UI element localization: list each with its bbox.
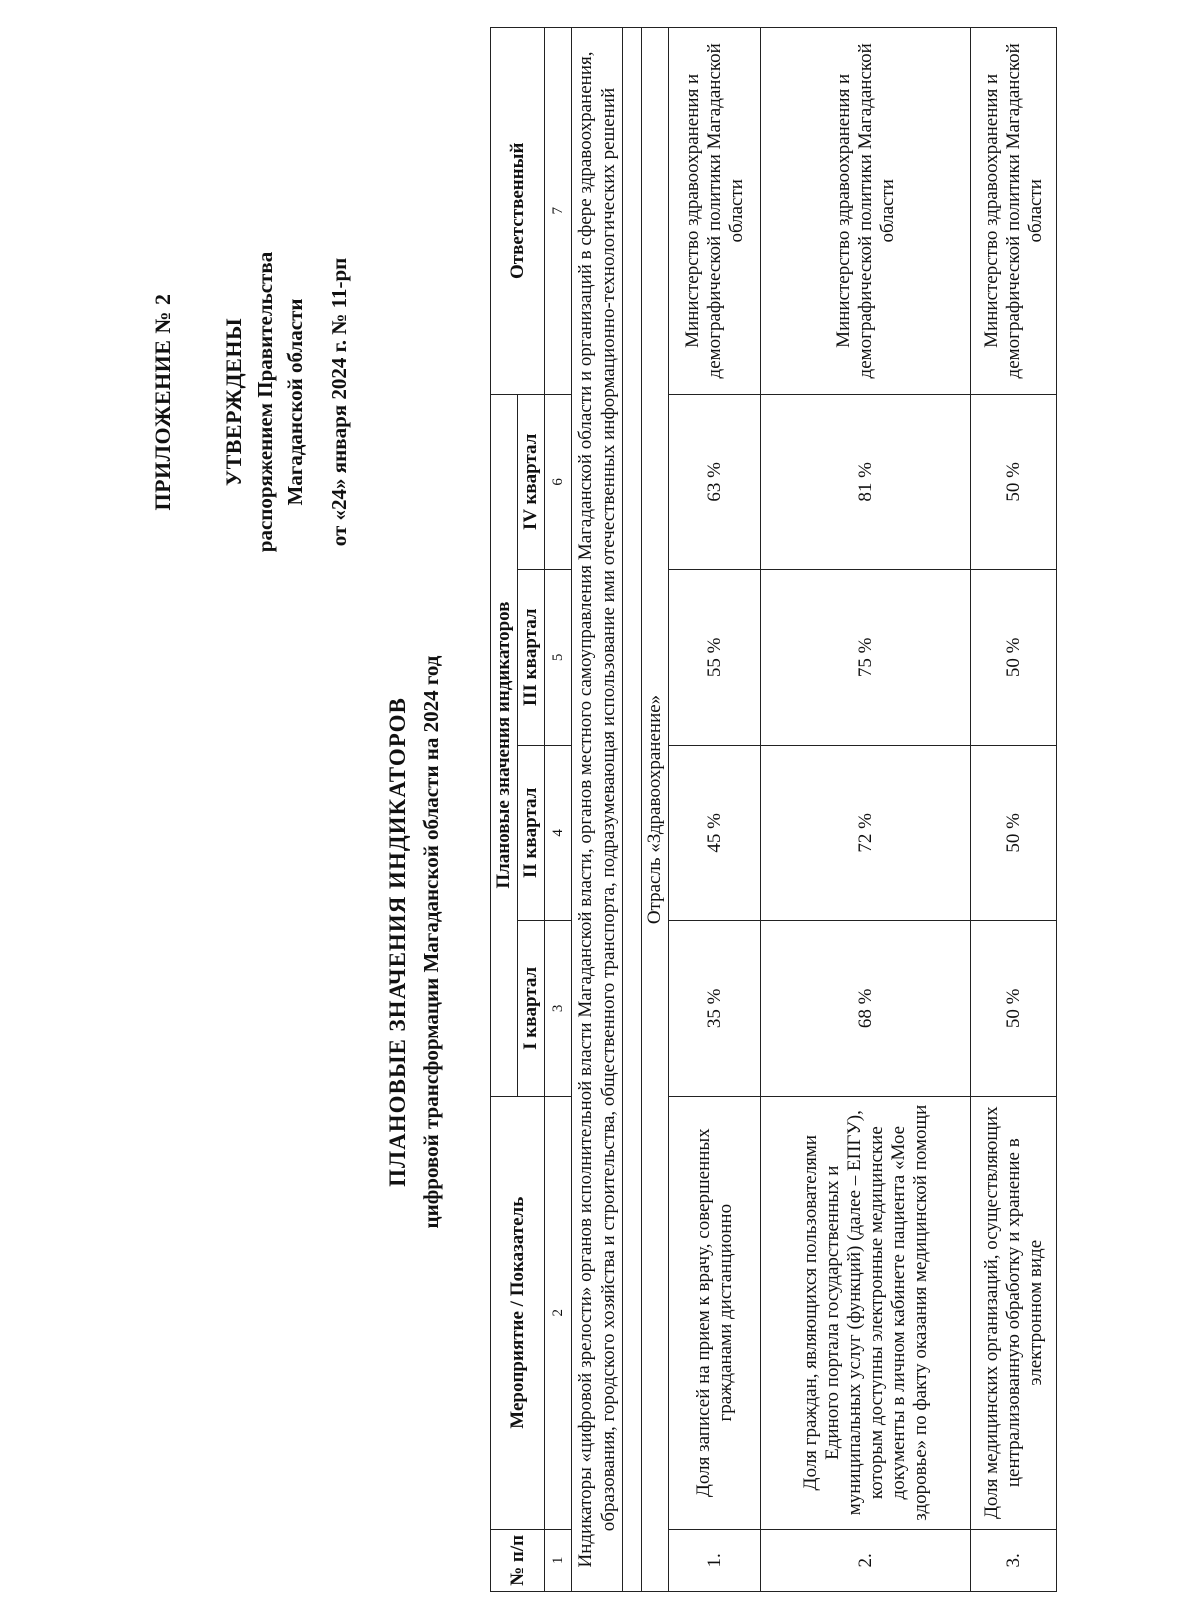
spacer-row xyxy=(623,28,642,1592)
document-title xyxy=(385,442,444,1442)
table-row xyxy=(761,28,971,1592)
row-q1: 50 % xyxy=(971,921,1057,1097)
row-num: 1. xyxy=(669,1529,761,1591)
approval-header xyxy=(150,182,352,622)
header-q3: III квартал xyxy=(518,570,545,746)
row-q2: 50 % xyxy=(971,745,1057,921)
approved-label: УТВЕРЖДЕНЫ xyxy=(221,317,246,487)
table-header-row xyxy=(491,28,518,1592)
appendix-label: ПРИЛОЖЕНИЕ № 2 xyxy=(150,293,175,511)
intro-row xyxy=(572,28,623,1592)
header-q2: II квартал xyxy=(518,745,545,921)
sector-title: Отрасль «Здравоохранение» xyxy=(642,28,669,1592)
table-row xyxy=(971,28,1057,1592)
title-main: ПЛАНОВЫЕ ЗНАЧЕНИЯ ИНДИКАТОРОВ xyxy=(385,697,410,1187)
row-q2: 45 % xyxy=(669,745,761,921)
row-q4: 50 % xyxy=(971,394,1057,570)
row-indicator: Доля медицинских организаций, осуществляющих централизованную обработку и хранение в электронном виде xyxy=(971,1096,1057,1529)
row-responsible: Министерство здравоохранения и демографической политики Магаданской области xyxy=(669,28,761,395)
decree-date: от «24» января 2024 г. № 11-рп xyxy=(327,257,351,547)
row-q1: 35 % xyxy=(669,921,761,1097)
column-number: 2 xyxy=(545,1096,572,1529)
column-number-row xyxy=(545,28,572,1592)
row-q3: 50 % xyxy=(971,570,1057,746)
row-indicator: Доля записей на прием к врачу, совершенных гражданами дистанционно xyxy=(669,1096,761,1529)
header-q1: I квартал xyxy=(518,921,545,1097)
row-q2: 72 % xyxy=(761,745,971,921)
column-number: 1 xyxy=(545,1529,572,1591)
indicators-table xyxy=(490,27,1057,1592)
row-indicator: Доля граждан, являющихся пользователями Единого портала государственных и муниципальных услуг (функций) (далее – ЕПГУ), которым доступны электронные медицинские документы в личном кабинете пациента «Мое здоровье» по факту оказания медицинской помощи xyxy=(761,1096,971,1529)
header-q4: IV квартал xyxy=(518,394,545,570)
intro-text: Индикаторы «цифровой зрелости» органов исполнительной власти Магаданской власти, органов местного самоуправления Магаданской области и организаций в сфере здравоохранения, образования, городского хозяйства и строительства, общественного транспорта, подразумевающая использование ими отечественных информационно-технологических решений xyxy=(572,28,623,1592)
row-q1: 68 % xyxy=(761,921,971,1097)
column-number: 4 xyxy=(545,745,572,921)
table-row xyxy=(669,28,761,1592)
row-num: 3. xyxy=(971,1529,1057,1591)
decree-line-1: распоряжением Правительства xyxy=(253,251,277,553)
header-responsible: Ответственный xyxy=(491,28,545,395)
row-responsible: Министерство здравоохранения и демографической политики Магаданской области xyxy=(971,28,1057,395)
row-q4: 81 % xyxy=(761,394,971,570)
column-number: 5 xyxy=(545,570,572,746)
row-responsible: Министерство здравоохранения и демографической политики Магаданской области xyxy=(761,28,971,395)
sector-row xyxy=(642,28,669,1592)
header-indicator: Мероприятие / Показатель xyxy=(491,1096,545,1529)
title-subtitle: цифровой трансформации Магаданской области на 2024 год xyxy=(419,655,443,1229)
column-number: 6 xyxy=(545,394,572,570)
spacer-cell xyxy=(623,28,642,1592)
row-q3: 75 % xyxy=(761,570,971,746)
column-number: 7 xyxy=(545,28,572,395)
row-q3: 55 % xyxy=(669,570,761,746)
header-planned: Плановые значения индикаторов xyxy=(491,394,518,1096)
column-number: 3 xyxy=(545,921,572,1097)
row-q4: 63 % xyxy=(669,394,761,570)
decree-line-2: Магаданской области xyxy=(283,298,307,506)
row-num: 2. xyxy=(761,1529,971,1591)
header-num: № п/п xyxy=(491,1529,545,1591)
